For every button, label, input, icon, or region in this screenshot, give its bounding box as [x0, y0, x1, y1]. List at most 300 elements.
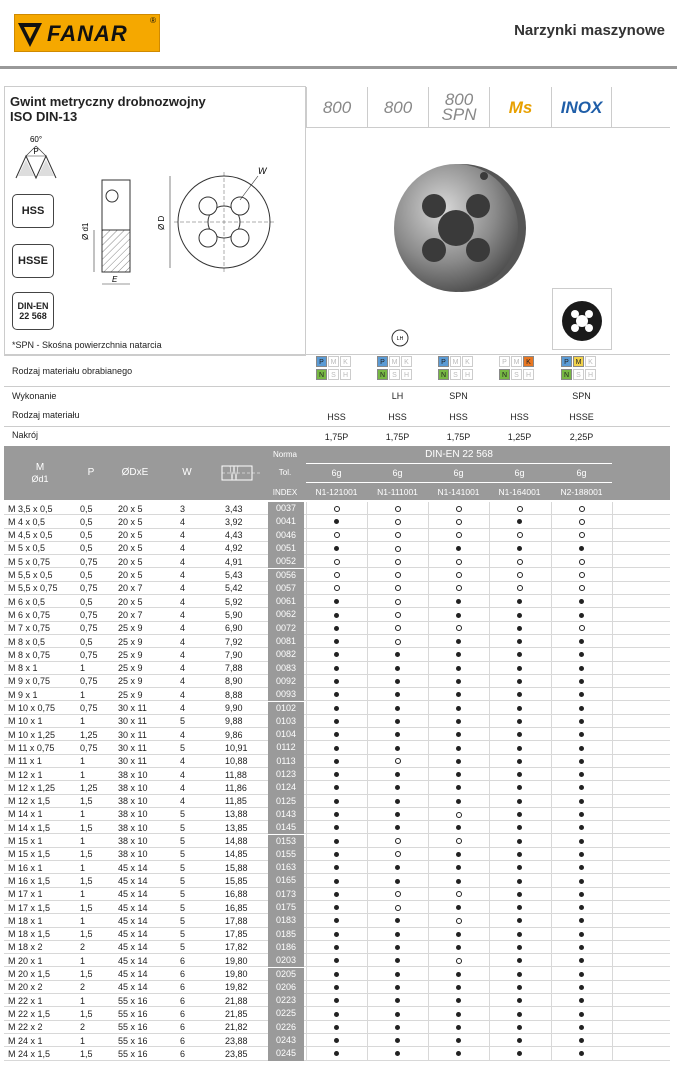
th-product-code: N2-188001 [560, 487, 603, 497]
material-matrix [499, 356, 535, 382]
availability-dot-filled [579, 706, 584, 711]
cell-index: 0104 [268, 728, 304, 741]
column-divider [551, 502, 552, 1061]
material-cell-n: N [499, 369, 510, 380]
cell-size: M 14 x 1 [8, 809, 43, 820]
cell-d1: 10,91 [225, 742, 248, 753]
availability-dot-filled [334, 839, 339, 844]
cell-w: 4 [180, 676, 186, 687]
cell-pitch: 1 [80, 862, 86, 873]
cell-size: M 24 x 1 [8, 1035, 43, 1046]
material-cell-h: H [462, 369, 473, 380]
availability-dot-open [456, 585, 462, 591]
inox-die-image [552, 288, 612, 350]
product-title-line2: ISO DIN-13 [10, 109, 78, 124]
material-matrix [438, 356, 474, 382]
cell-w: 5 [180, 875, 186, 886]
cell-d1: 21,82 [225, 1022, 248, 1033]
cell-d1: 11,85 [225, 796, 247, 807]
cell-index: 0223 [268, 994, 304, 1007]
cell-index: 0112 [268, 741, 304, 754]
cell-w: 5 [180, 929, 186, 940]
cell-dxe: 20 x 5 [118, 570, 143, 580]
cell-index: 0082 [268, 648, 304, 661]
cell-index: 0046 [268, 529, 304, 542]
cell-w: 4 [180, 703, 186, 713]
cell-pitch: 2 [80, 982, 86, 993]
cell-dxe: 30 x 11 [118, 742, 147, 753]
cell-index: 0051 [268, 542, 304, 555]
thread-pitch-label: P [33, 147, 39, 156]
material-cell-k: K [462, 356, 473, 367]
cell-w: 5 [180, 716, 186, 727]
availability-dot-filled [517, 985, 522, 990]
material-cell-s: S [573, 369, 584, 380]
cell-size: M 16 x 1 [8, 862, 43, 873]
availability-dot-filled [334, 759, 339, 764]
divider [4, 354, 670, 355]
cell-index: 0083 [268, 662, 304, 675]
availability-dot-open [395, 838, 401, 844]
material-cell-h: H [401, 369, 412, 380]
availability-dot-open [395, 905, 401, 911]
availability-dot-open [395, 891, 401, 897]
cell-pitch: 0,75 [80, 676, 98, 687]
divider [4, 426, 670, 427]
availability-dot-filled [517, 719, 522, 724]
cell-pitch: 0,5 [80, 503, 93, 514]
cell-pitch: 1 [80, 889, 86, 900]
cell-d1: 8,88 [225, 689, 243, 700]
cell-index: 0056 [268, 569, 304, 582]
cell-index: 0243 [268, 1034, 304, 1047]
availability-dot-open [517, 532, 523, 538]
th-product-code: N1-111001 [377, 487, 418, 497]
availability-dot-filled [334, 1025, 339, 1030]
cell-dxe: 30 x 11 [118, 703, 147, 713]
availability-dot-open [579, 532, 585, 538]
th-m: M [35, 462, 45, 473]
cell-dxe: 38 x 10 [118, 782, 148, 793]
cell-w: 6 [180, 995, 186, 1006]
cell-index: 0186 [268, 941, 304, 954]
cell-index: 0072 [268, 622, 304, 635]
cell-index: 0143 [268, 808, 304, 821]
column-divider [306, 502, 307, 1061]
execution-value: SPN [449, 391, 468, 401]
availability-dot-filled [456, 1025, 461, 1030]
cell-w: 5 [180, 849, 186, 860]
cell-w: 4 [180, 663, 186, 674]
cell-size: M 7 x 0,75 [8, 623, 51, 634]
cell-index: 0081 [268, 635, 304, 648]
availability-dot-open [456, 572, 462, 578]
material-cell-h: H [340, 369, 351, 380]
availability-dot-open [456, 918, 462, 924]
availability-dot-open [395, 546, 401, 552]
material-cell-h: H [585, 369, 596, 380]
availability-dot-filled [517, 666, 522, 671]
availability-dot-open [579, 585, 585, 591]
cell-w: 4 [180, 636, 186, 647]
cell-w: 4 [180, 516, 186, 527]
availability-dot-open [395, 851, 401, 857]
material-cell-p: P [438, 356, 449, 367]
cell-index: 0123 [268, 768, 304, 781]
availability-dot-open [395, 532, 401, 538]
availability-dot-filled [334, 613, 339, 618]
cell-pitch: 1,5 [80, 875, 93, 886]
availability-dot-filled [579, 932, 584, 937]
availability-dot-filled [456, 852, 461, 857]
availability-dot-open [456, 891, 462, 897]
cell-size: M 18 x 1 [8, 915, 43, 926]
cell-index: 0163 [268, 861, 304, 874]
availability-dot-open [456, 559, 462, 565]
cell-dxe: 55 x 16 [118, 995, 148, 1006]
availability-dot-open [395, 599, 401, 605]
cell-d1: 21,88 [225, 995, 248, 1006]
cell-size: M 17 x 1 [8, 889, 43, 900]
material-cell-s: S [511, 369, 522, 380]
cell-pitch: 1,25 [80, 729, 98, 740]
spn-note: *SPN - Skośna powierzchnia natarcia [12, 340, 162, 350]
cell-size: M 5,5 x 0,75 [8, 583, 58, 594]
cell-d1: 9,90 [225, 703, 243, 713]
product-image [306, 128, 670, 354]
col-header-800-a: 800 [306, 87, 367, 127]
availability-dot-open [579, 519, 585, 525]
cell-pitch: 1 [80, 769, 86, 780]
cell-pitch: 2 [80, 942, 86, 953]
material-cell-s: S [450, 369, 461, 380]
availability-dot-open [456, 625, 462, 631]
cell-size: M 12 x 1,25 [8, 782, 56, 793]
cell-d1: 14,85 [225, 849, 248, 860]
cell-dxe: 20 x 5 [118, 596, 143, 607]
cell-index: 0226 [268, 1021, 304, 1034]
material-cell-n: N [377, 369, 388, 380]
d1-dim-label: Ø d1 [81, 222, 90, 240]
lh-symbol-text: LH [396, 336, 404, 342]
cell-d1: 19,80 [225, 955, 248, 966]
material-label: Rodzaj materiału [12, 410, 80, 420]
product-title-line1: Gwint metryczny drobnozwojny [10, 94, 206, 109]
cell-size: M 16 x 1,5 [8, 875, 51, 886]
availability-dot-filled [579, 879, 584, 884]
availability-dot-open [334, 572, 340, 578]
cell-d1: 13,85 [225, 822, 248, 833]
column-divider [489, 502, 490, 1061]
th-tolerance: 6g [514, 468, 525, 478]
cell-d1: 23,85 [225, 1048, 248, 1059]
availability-dot-filled [579, 852, 584, 857]
availability-dot-filled [334, 626, 339, 631]
th-product-code: N1-121001 [315, 487, 358, 497]
cell-index: 0245 [268, 1047, 304, 1060]
cell-size: M 15 x 1 [8, 836, 43, 846]
cell-d1: 9,88 [225, 716, 243, 727]
cell-index: 0185 [268, 928, 304, 941]
cell-d1: 4,91 [225, 556, 243, 567]
cell-size: M 22 x 1 [8, 995, 43, 1006]
cell-dxe: 38 x 10 [118, 822, 148, 833]
cell-size: M 9 x 0,75 [8, 676, 51, 687]
cell-dxe: 45 x 14 [118, 969, 148, 979]
material-cell-m: M [511, 356, 522, 367]
availability-dot-filled [517, 1012, 522, 1017]
cell-d1: 16,88 [225, 889, 248, 900]
cell-index: 0205 [268, 968, 304, 981]
material-cell-n: N [561, 369, 572, 380]
cell-size: M 11 x 0,75 [8, 742, 55, 753]
availability-dot-filled [517, 839, 522, 844]
thread-angle-label: 60° [29, 135, 43, 144]
cell-d1: 17,88 [225, 915, 248, 926]
material-value: HSS [327, 412, 346, 422]
cell-d1: 9,86 [225, 729, 243, 740]
cell-pitch: 0,75 [80, 649, 98, 660]
material-cell-k: K [523, 356, 534, 367]
cell-dxe: 38 x 10 [118, 796, 148, 807]
cell-index: 0113 [268, 755, 304, 768]
chamfer-label: Nakrój [12, 430, 39, 440]
availability-dot-open [579, 506, 585, 512]
availability-dot-open [334, 532, 340, 538]
execution-value: SPN [572, 391, 591, 401]
cell-dxe: 20 x 5 [118, 530, 143, 541]
cell-size: M 4 x 0,5 [8, 516, 46, 527]
cell-d1: 17,82 [225, 942, 248, 953]
cell-dxe: 25 x 9 [118, 663, 143, 674]
availability-dot-open [395, 612, 401, 618]
cell-dxe: 55 x 16 [118, 1048, 148, 1059]
cell-pitch: 2 [80, 1022, 86, 1033]
round-die-photo [306, 128, 670, 354]
cell-d1: 17,85 [225, 929, 248, 940]
cell-index: 0124 [268, 781, 304, 794]
cell-index: 0125 [268, 795, 304, 808]
cell-dxe: 45 x 14 [118, 889, 148, 900]
cell-w: 5 [180, 889, 186, 900]
availability-dot-filled [456, 613, 461, 618]
availability-dot-filled [456, 932, 461, 937]
cell-size: M 14 x 1,5 [8, 822, 51, 833]
cell-pitch: 0,5 [80, 570, 93, 580]
availability-dot-filled [334, 852, 339, 857]
cell-d1: 5,90 [225, 609, 243, 620]
cell-d1: 4,92 [225, 543, 243, 554]
cell-w: 5 [180, 942, 186, 953]
availability-dot-filled [334, 799, 339, 804]
cell-size: M 8 x 1 [8, 663, 38, 674]
availability-dot-open [395, 639, 401, 645]
cell-d1: 7,90 [225, 649, 243, 660]
header-divider [0, 66, 677, 69]
cell-size: M 6 x 0,5 [8, 596, 46, 607]
cell-pitch: 1,5 [80, 969, 93, 979]
cell-pitch: 1 [80, 716, 86, 727]
die-technical-drawing [74, 160, 304, 290]
availability-dot-filled [579, 1012, 584, 1017]
cell-w: 4 [180, 596, 186, 607]
availability-dot-filled [517, 746, 522, 751]
cell-pitch: 1 [80, 809, 86, 820]
cell-dxe: 38 x 10 [118, 769, 148, 780]
execution-value: LH [391, 391, 404, 401]
th-d1: Ød1 [31, 474, 49, 484]
cell-d1: 14,88 [225, 836, 248, 846]
availability-dot-filled [517, 892, 522, 897]
cell-w: 4 [180, 769, 186, 780]
cell-pitch: 1 [80, 836, 86, 846]
cell-w: 5 [180, 902, 186, 913]
availability-dot-filled [395, 985, 400, 990]
material-cell-k: K [340, 356, 351, 367]
material-cell-n: N [316, 369, 327, 380]
cell-w: 5 [180, 915, 186, 926]
cell-pitch: 1 [80, 756, 86, 767]
availability-dot-filled [579, 1025, 584, 1030]
divider [4, 386, 670, 387]
cell-size: M 20 x 2 [8, 982, 43, 993]
availability-dot-filled [456, 1012, 461, 1017]
cell-size: M 8 x 0,5 [8, 636, 46, 647]
cell-w: 4 [180, 689, 186, 700]
cell-index: 0041 [268, 515, 304, 528]
cell-w: 4 [180, 796, 186, 807]
material-matrix [561, 356, 597, 382]
cell-pitch: 0,5 [80, 516, 93, 527]
cell-pitch: 1 [80, 1035, 86, 1046]
cell-w: 4 [180, 530, 186, 541]
cell-pitch: 1,5 [80, 902, 93, 913]
availability-dot-open [517, 559, 523, 565]
th-dxe: ØDxE [121, 467, 149, 478]
cell-w: 6 [180, 1035, 186, 1046]
cell-d1: 4,43 [225, 530, 243, 541]
availability-dot-filled [456, 666, 461, 671]
cell-w: 4 [180, 570, 186, 580]
cell-d1: 16,85 [225, 902, 248, 913]
cell-w: 4 [180, 609, 186, 620]
col-header-800-b: 800 [367, 87, 428, 127]
cell-dxe: 25 x 9 [118, 649, 143, 660]
din-en-badge: DIN-EN 22 568 [12, 292, 54, 330]
page-title: Narzynki maszynowe [514, 22, 665, 39]
cell-pitch: 0,5 [80, 596, 93, 607]
availability-dot-filled [517, 932, 522, 937]
col-header-inox: INOX [551, 87, 612, 127]
availability-dot-open [395, 625, 401, 631]
material-cell-p: P [316, 356, 327, 367]
availability-dot-filled [334, 746, 339, 751]
cell-dxe: 30 x 11 [118, 756, 147, 767]
cell-d1: 11,86 [225, 782, 247, 793]
cell-pitch: 1,5 [80, 1008, 93, 1019]
availability-dot-filled [456, 759, 461, 764]
material-cell-m: M [450, 356, 461, 367]
cell-dxe: 55 x 16 [118, 1035, 148, 1046]
availability-dot-open [395, 506, 401, 512]
cell-size: M 10 x 1 [8, 716, 43, 727]
cell-d1: 7,88 [225, 663, 243, 674]
cell-dxe: 38 x 10 [118, 849, 148, 860]
availability-dot-filled [579, 972, 584, 977]
availability-dot-filled [579, 839, 584, 844]
availability-dot-filled [395, 719, 400, 724]
availability-dot-filled [517, 613, 522, 618]
availability-dot-open [395, 519, 401, 525]
material-cell-p: P [377, 356, 388, 367]
hsse-badge: HSSE [12, 244, 54, 278]
cell-d1: 3,43 [225, 503, 243, 514]
fanar-logo [14, 14, 160, 52]
cell-pitch: 0,75 [80, 609, 98, 620]
cell-w: 4 [180, 543, 186, 554]
cell-pitch: 0,75 [80, 583, 98, 594]
th-tolerance: 6g [576, 468, 587, 478]
cell-w: 6 [180, 982, 186, 993]
cell-pitch: 1,5 [80, 1048, 93, 1059]
w-dim-label: W [258, 166, 267, 176]
material-cell-p: P [499, 356, 510, 367]
availability-dot-filled [517, 626, 522, 631]
cell-pitch: 1,5 [80, 822, 93, 833]
cell-pitch: 1 [80, 689, 86, 700]
availability-dot-filled [334, 719, 339, 724]
availability-dot-open [517, 506, 523, 512]
cell-d1: 10,88 [225, 756, 248, 767]
cell-dxe: 25 x 9 [118, 676, 143, 687]
availability-dot-filled [395, 1012, 400, 1017]
availability-dot-filled [579, 613, 584, 618]
cell-size: M 11 x 1 [8, 756, 42, 767]
availability-dot-filled [456, 985, 461, 990]
chamfer-value: 1,25P [507, 432, 532, 442]
cell-pitch: 1,5 [80, 849, 93, 860]
cell-d1: 15,88 [225, 862, 248, 873]
availability-dot-filled [456, 879, 461, 884]
availability-dot-filled [395, 706, 400, 711]
logo-text: FANAR [47, 21, 128, 46]
cell-index: 0203 [268, 954, 304, 967]
cell-d1: 5,43 [225, 570, 243, 580]
cell-size: M 10 x 0,75 [8, 703, 56, 713]
cell-w: 4 [180, 623, 186, 634]
availability-dot-filled [517, 799, 522, 804]
availability-dot-filled [517, 1025, 522, 1030]
th-tolerance: 6g [331, 468, 342, 478]
cell-size: M 22 x 1,5 [8, 1008, 51, 1019]
th-tolerance: 6g [392, 468, 403, 478]
cell-index: 0183 [268, 914, 304, 927]
th-tol: Tol. [278, 468, 292, 477]
availability-dot-open [395, 559, 401, 565]
cell-w: 5 [180, 822, 186, 833]
cell-size: M 9 x 1 [8, 689, 38, 700]
availability-dot-filled [334, 972, 339, 977]
th-divider [306, 482, 612, 483]
cell-d1: 11,88 [225, 769, 247, 780]
cell-pitch: 0,75 [80, 742, 98, 753]
availability-dot-filled [579, 666, 584, 671]
cell-pitch: 1 [80, 915, 86, 926]
cell-dxe: 20 x 7 [118, 583, 143, 594]
cell-w: 6 [180, 1022, 186, 1033]
material-processed-label: Rodzaj materiału obrabianego [12, 366, 133, 376]
th-norma: Norma [272, 450, 297, 459]
